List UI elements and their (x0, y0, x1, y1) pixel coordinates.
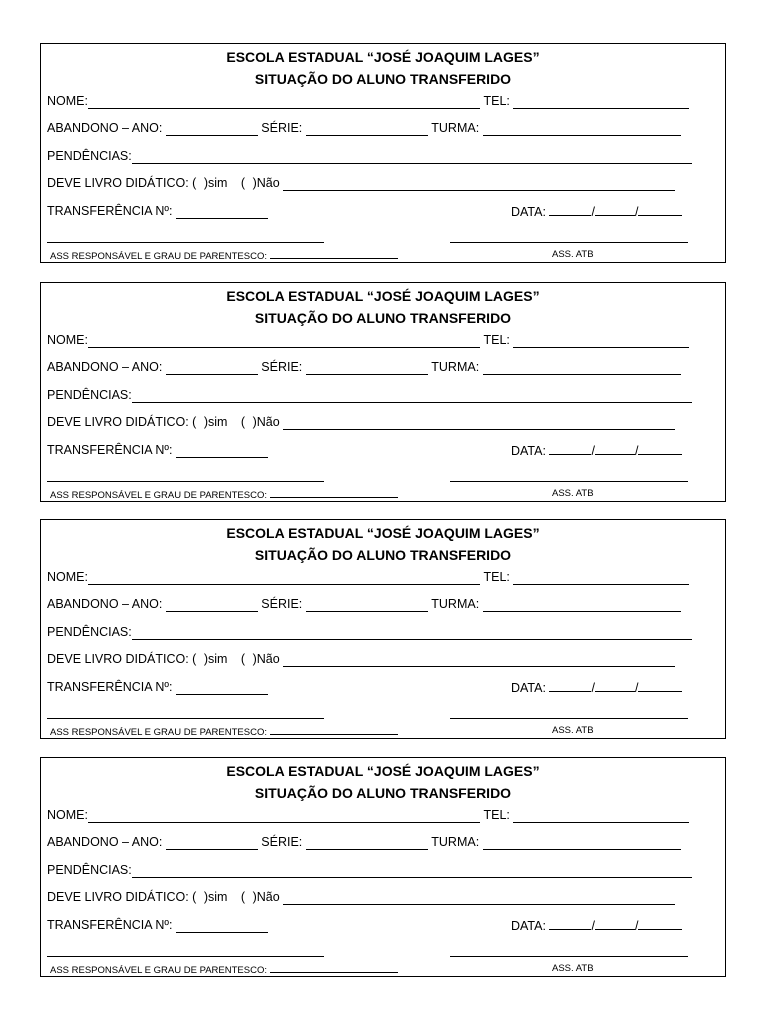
responsavel-signature-line[interactable] (47, 718, 324, 719)
abandono-label: ABANDONO – ANO: (47, 835, 163, 849)
responsavel-signature-line[interactable] (47, 481, 324, 482)
transferencia-row (47, 679, 268, 695)
tel-field[interactable] (513, 572, 689, 585)
livro-field[interactable] (283, 417, 675, 430)
data-year-field[interactable] (638, 679, 682, 692)
tel-field[interactable] (513, 335, 689, 348)
pendencias-field[interactable] (132, 151, 692, 164)
data-year-field[interactable] (638, 203, 682, 216)
pendencias-label: PENDÊNCIAS: (47, 863, 132, 877)
transfer-form-2 (40, 282, 726, 502)
atb-label: ASS. ATB (552, 963, 594, 974)
parentesco-field[interactable] (270, 725, 398, 735)
responsavel-label: ASS RESPONSÁVEL E GRAU DE PARENTESCO: (50, 965, 267, 976)
responsavel-signature-row (50, 725, 398, 738)
ano-field[interactable] (166, 123, 258, 136)
data-label: DATA: (511, 444, 546, 458)
nome-row (47, 569, 689, 585)
livro-field[interactable] (283, 892, 675, 905)
form-subtitle: SITUAÇÃO DO ALUNO TRANSFERIDO (254, 547, 512, 563)
form-subtitle: SITUAÇÃO DO ALUNO TRANSFERIDO (254, 310, 512, 326)
abandono-label: ABANDONO – ANO: (47, 360, 163, 374)
data-row (511, 203, 682, 219)
atb-label: ASS. ATB (552, 725, 594, 736)
data-day-field[interactable] (549, 442, 591, 455)
atb-label: ASS. ATB (552, 249, 594, 260)
atb-signature-line[interactable] (450, 242, 688, 243)
turma-field[interactable] (483, 599, 681, 612)
tel-label: TEL: (483, 570, 510, 584)
data-year-field[interactable] (638, 917, 682, 930)
date-separator: / (634, 681, 639, 695)
date-separator: / (634, 444, 639, 458)
data-label: DATA: (511, 681, 546, 695)
transfer-form-3 (40, 519, 726, 739)
livro-field[interactable] (283, 178, 675, 191)
responsavel-signature-row (50, 488, 398, 501)
atb-label: ASS. ATB (552, 488, 594, 499)
responsavel-signature-row (50, 249, 398, 262)
responsavel-label: ASS RESPONSÁVEL E GRAU DE PARENTESCO: (50, 490, 267, 501)
turma-label: TURMA: (431, 597, 480, 611)
transferencia-label: TRANSFERÊNCIA Nº: (47, 918, 173, 932)
nome-label: NOME: (47, 333, 88, 347)
serie-label: SÉRIE: (261, 121, 303, 135)
data-label: DATA: (511, 205, 546, 219)
data-row (511, 442, 682, 458)
tel-label: TEL: (483, 94, 510, 108)
date-separator: / (634, 919, 639, 933)
nao-option[interactable]: )Não (252, 890, 280, 904)
nao-option[interactable]: )Não (252, 652, 280, 666)
responsavel-label: ASS RESPONSÁVEL E GRAU DE PARENTESCO: (50, 727, 267, 738)
serie-field[interactable] (306, 837, 428, 850)
transferencia-field[interactable] (176, 445, 268, 458)
livro-row (47, 651, 675, 667)
serie-field[interactable] (306, 362, 428, 375)
serie-label: SÉRIE: (261, 360, 303, 374)
nome-field[interactable] (88, 810, 480, 823)
abandono-label: ABANDONO – ANO: (47, 597, 163, 611)
transferencia-field[interactable] (176, 920, 268, 933)
tel-field[interactable] (513, 96, 689, 109)
pendencias-row (47, 624, 692, 640)
transferencia-label: TRANSFERÊNCIA Nº: (47, 443, 173, 457)
serie-label: SÉRIE: (261, 835, 303, 849)
transfer-form-4 (40, 757, 726, 977)
data-row (511, 679, 682, 695)
abandono-label: ABANDONO – ANO: (47, 121, 163, 135)
livro-label: DEVE LIVRO DIDÁTICO: ( (47, 890, 197, 904)
turma-field[interactable] (483, 123, 681, 136)
responsavel-signature-line[interactable] (47, 242, 324, 243)
transferencia-field[interactable] (176, 206, 268, 219)
nome-row (47, 807, 689, 823)
nome-field[interactable] (88, 572, 480, 585)
livro-field[interactable] (283, 654, 675, 667)
date-separator: / (591, 919, 595, 933)
data-month-field[interactable] (595, 679, 635, 692)
abandono-row (47, 834, 681, 850)
pendencias-row (47, 862, 692, 878)
nome-row (47, 332, 689, 348)
sim-option[interactable]: )sim (203, 652, 228, 666)
date-separator: / (591, 205, 595, 219)
responsavel-label: ASS RESPONSÁVEL E GRAU DE PARENTESCO: (50, 251, 267, 262)
livro-label: DEVE LIVRO DIDÁTICO: ( (47, 176, 197, 190)
transferencia-label: TRANSFERÊNCIA Nº: (47, 204, 173, 218)
serie-field[interactable] (306, 123, 428, 136)
data-month-field[interactable] (595, 203, 635, 216)
parentesco-field[interactable] (270, 249, 398, 259)
date-separator: / (634, 205, 639, 219)
nome-label: NOME: (47, 570, 88, 584)
ano-field[interactable] (166, 362, 258, 375)
form-subtitle: SITUAÇÃO DO ALUNO TRANSFERIDO (254, 785, 512, 801)
abandono-row (47, 596, 681, 612)
nome-label: NOME: (47, 94, 88, 108)
school-title: ESCOLA ESTADUAL “JOSÉ JOAQUIM LAGES” (226, 525, 540, 541)
transferencia-label: TRANSFERÊNCIA Nº: (47, 680, 173, 694)
abandono-row (47, 120, 681, 136)
nao-paren: ( (240, 176, 246, 190)
transferencia-row (47, 442, 268, 458)
parentesco-field[interactable] (270, 488, 398, 498)
serie-label: SÉRIE: (261, 597, 303, 611)
school-title: ESCOLA ESTADUAL “JOSÉ JOAQUIM LAGES” (226, 763, 540, 779)
livro-row (47, 175, 675, 191)
nome-field[interactable] (88, 335, 480, 348)
turma-label: TURMA: (431, 360, 480, 374)
transfer-form-1 (40, 43, 726, 263)
school-title: ESCOLA ESTADUAL “JOSÉ JOAQUIM LAGES” (226, 49, 540, 65)
turma-label: TURMA: (431, 835, 480, 849)
tel-label: TEL: (483, 808, 510, 822)
data-month-field[interactable] (595, 917, 635, 930)
pendencias-label: PENDÊNCIAS: (47, 388, 132, 402)
data-year-field[interactable] (638, 442, 682, 455)
data-label: DATA: (511, 919, 546, 933)
date-separator: / (591, 444, 595, 458)
date-separator: / (591, 681, 595, 695)
responsavel-signature-row (50, 963, 398, 976)
transferencia-row (47, 203, 268, 219)
nome-row (47, 93, 689, 109)
pendencias-field[interactable] (132, 390, 692, 403)
nao-option[interactable]: )Não (252, 415, 280, 429)
pendencias-row (47, 387, 692, 403)
data-day-field[interactable] (549, 917, 591, 930)
nao-paren: ( (240, 415, 246, 429)
pendencias-field[interactable] (132, 865, 692, 878)
livro-row (47, 889, 675, 905)
transferencia-row (47, 917, 268, 933)
sim-option[interactable]: )sim (203, 890, 228, 904)
pendencias-row (47, 148, 692, 164)
data-day-field[interactable] (549, 203, 591, 216)
parentesco-field[interactable] (270, 963, 398, 973)
tel-label: TEL: (483, 333, 510, 347)
pendencias-field[interactable] (132, 627, 692, 640)
ano-field[interactable] (166, 599, 258, 612)
atb-signature-line[interactable] (450, 718, 688, 719)
nao-paren: ( (240, 890, 246, 904)
nao-paren: ( (240, 652, 246, 666)
transferencia-field[interactable] (176, 682, 268, 695)
pendencias-label: PENDÊNCIAS: (47, 149, 132, 163)
atb-signature-line[interactable] (450, 956, 688, 957)
nome-field[interactable] (88, 96, 480, 109)
livro-row (47, 414, 675, 430)
data-month-field[interactable] (595, 442, 635, 455)
school-title: ESCOLA ESTADUAL “JOSÉ JOAQUIM LAGES” (226, 288, 540, 304)
sim-option[interactable]: )sim (203, 415, 228, 429)
sim-option[interactable]: )sim (203, 176, 228, 190)
responsavel-signature-line[interactable] (47, 956, 324, 957)
ano-field[interactable] (166, 837, 258, 850)
abandono-row (47, 359, 681, 375)
serie-field[interactable] (306, 599, 428, 612)
nao-option[interactable]: )Não (252, 176, 280, 190)
livro-label: DEVE LIVRO DIDÁTICO: ( (47, 415, 197, 429)
tel-field[interactable] (513, 810, 689, 823)
turma-field[interactable] (483, 362, 681, 375)
nome-label: NOME: (47, 808, 88, 822)
turma-field[interactable] (483, 837, 681, 850)
form-subtitle: SITUAÇÃO DO ALUNO TRANSFERIDO (254, 71, 512, 87)
atb-signature-line[interactable] (450, 481, 688, 482)
turma-label: TURMA: (431, 121, 480, 135)
livro-label: DEVE LIVRO DIDÁTICO: ( (47, 652, 197, 666)
data-row (511, 917, 682, 933)
pendencias-label: PENDÊNCIAS: (47, 625, 132, 639)
data-day-field[interactable] (549, 679, 591, 692)
